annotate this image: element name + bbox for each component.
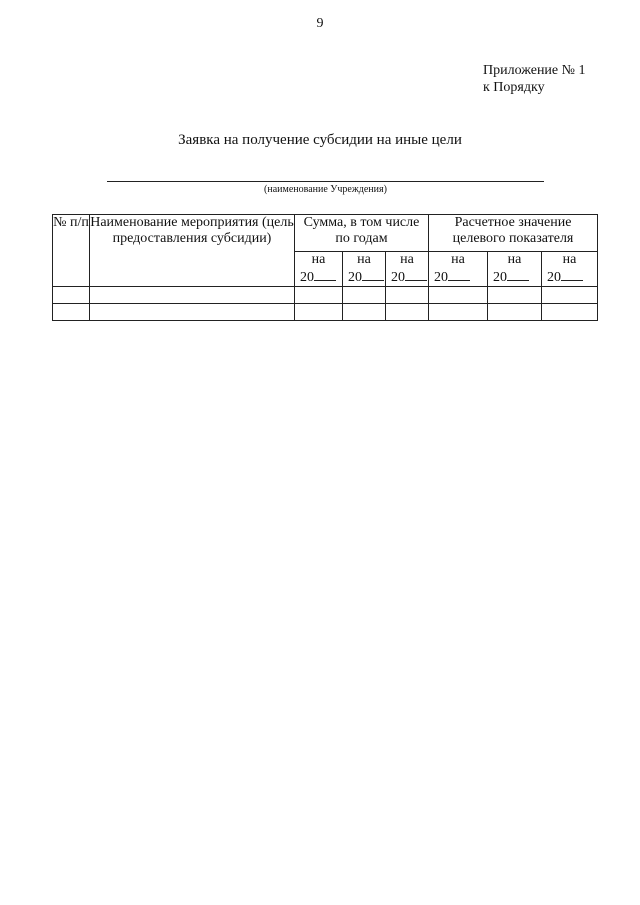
sum-year-2: на 20: [343, 252, 386, 287]
institution-name-line: [107, 181, 544, 182]
table-row: [53, 287, 598, 304]
appendix-line-1: Приложение № 1: [483, 63, 586, 78]
document-title: Заявка на получение субсидии на иные цели: [178, 132, 462, 148]
header-event-name: Наименование мероприятия (цель предоставления субсидии): [90, 215, 295, 287]
table-header-row: [53, 215, 598, 252]
target-year-3: на 20: [542, 252, 598, 287]
sum-year-3: на 20: [386, 252, 429, 287]
target-year-1: на 20: [429, 252, 488, 287]
sum-year-1: на 20: [295, 252, 343, 287]
header-sum: Сумма, в том числе по годам: [295, 215, 429, 252]
page-number: 9: [316, 16, 324, 31]
target-year-2: на 20: [488, 252, 542, 287]
header-target-value: Расчетное значение целевого показателя: [429, 215, 598, 252]
table-row: [53, 304, 598, 321]
header-number: № п/п: [53, 215, 90, 287]
appendix-reference: [483, 62, 586, 96]
subsidy-request-table: [52, 214, 598, 321]
appendix-line-2: к Порядку: [483, 80, 545, 95]
institution-caption: (наименование Учреждения): [264, 184, 387, 195]
